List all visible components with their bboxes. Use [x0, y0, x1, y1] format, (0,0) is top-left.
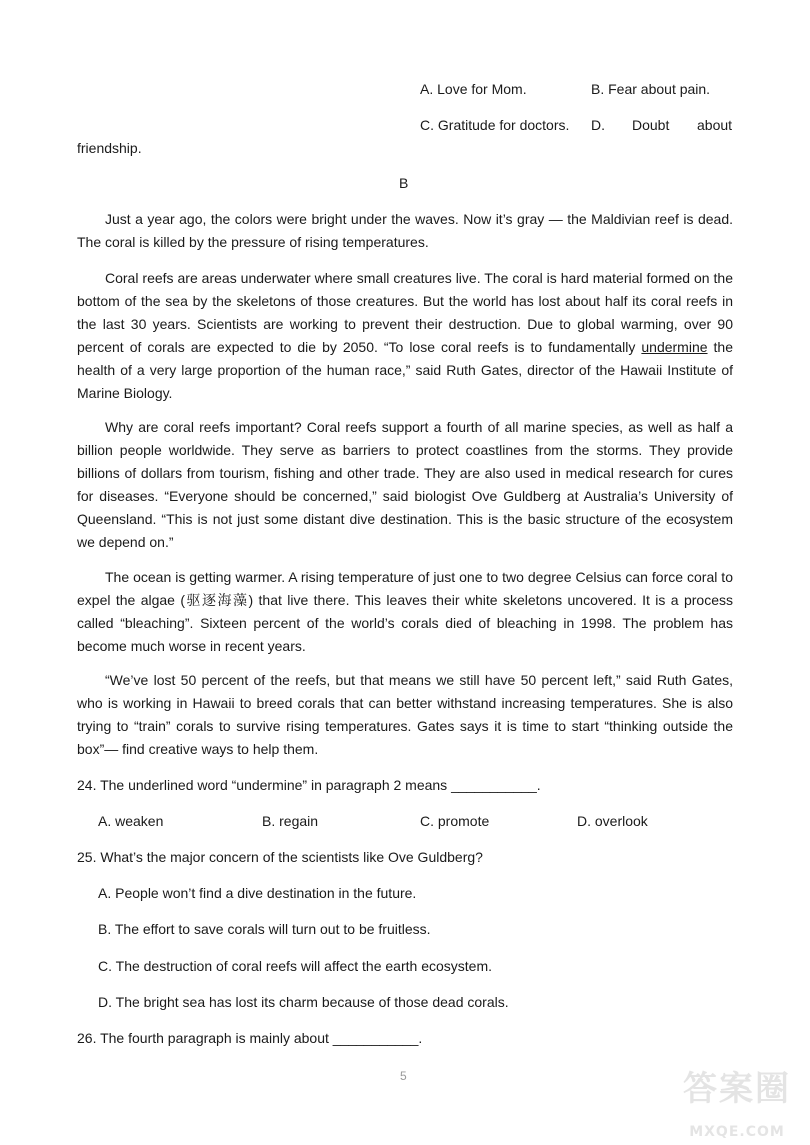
question-24-option-c: C. promote	[420, 813, 490, 829]
question-25-stem: 25. What’s the major concern of the scientists like Ove Guldberg?	[77, 849, 483, 865]
paragraph-2	[77, 267, 733, 405]
question-24-option-d: D. overlook	[577, 813, 648, 829]
paragraph-3: Why are coral reefs important? Coral reefs support a fourth of all marine species, as well as half a billion people worldwide. They serve as barriers to protect coastlines from the storms. They provide billions of dollars from tourism, fishing and other trade. They are also used in medical research for cures for diseases. “Everyone should be concerned,” said biologist Ove Guldberg at Australia’s University of Queensland. “This is not just some distant dive destination. This is the basic structure of the ecosystem we depend on.”	[77, 419, 733, 550]
page-number: 5	[400, 1069, 407, 1083]
paragraph-2-before: Coral reefs are areas underwater where small creatures live. The coral is hard material formed on the bottom of the sea by the skeletons of those creatures. But the world has lost about half its coral reefs in the last 30 years. Scientists are working to prevent their destruction. Due to global warming, over 90 percent of corals are expected to die by 2050. “To lose coral reefs is to fundamentally	[77, 270, 733, 355]
paragraph-5: “We’ve lost 50 percent of the reefs, but that means we still have 50 percent left,” said Ruth Gates, who is working in Hawaii to breed corals that can better withstand increasing temperatures. She is also trying to “train” corals to survive rising temperatures. Gates says it is time to start “thinking outside the box”— find creative ways to help them.	[77, 672, 733, 757]
question-25-option-c: C. The destruction of coral reefs will affect the earth ecosystem.	[98, 958, 492, 974]
prev-option-d-letter: D.	[591, 117, 605, 133]
prev-option-d-word2: about	[697, 117, 733, 133]
question-25-option-b: B. The effort to save corals will turn out to be fruitless.	[98, 921, 431, 937]
question-25-option-a: A. People won’t find a dive destination in the future.	[98, 885, 417, 901]
prev-option-b: B. Fear about pain.	[591, 81, 711, 97]
prev-option-d-word1: Doubt	[632, 117, 670, 133]
question-26-stem: 26. The fourth paragraph is mainly about ___________.	[77, 1030, 423, 1046]
question-25-option-d: D. The bright sea has lost its charm because of those dead corals.	[98, 994, 509, 1010]
prev-option-c: C. Gratitude for doctors.	[420, 117, 570, 133]
section-label: B	[399, 175, 409, 191]
paragraph-2-after: the health of a very large proportion of the human race,” said Ruth Gates, director of the Hawaii Institute of Marine Biology.	[77, 339, 733, 401]
watermark-top-text: 答案圈	[683, 1069, 791, 1109]
watermark-bottom-text: MXQE.COM	[689, 1124, 785, 1140]
paragraph-4: The ocean is getting warmer. A rising temperature of just one to two degree Celsius can force coral to expel the algae (驱逐海藻) that live there. This leaves their white skeletons uncovered. It is a process called “bleaching”. Sixteen percent of the world’s corals died of bleaching in 1998. The problem has become much worse in recent years.	[77, 569, 733, 654]
question-24-option-a: A. weaken	[98, 813, 164, 829]
prev-option-d-continuation: friendship.	[77, 140, 142, 156]
question-24-stem: 24. The underlined word “undermine” in paragraph 2 means ___________.	[77, 777, 541, 793]
prev-option-a: A. Love for Mom.	[420, 81, 527, 97]
watermark-logo	[672, 1069, 802, 1141]
underlined-word: undermine	[641, 339, 708, 355]
paragraph-1: Just a year ago, the colors were bright under the waves. Now it’s gray — the Maldivian reef is dead. The coral is killed by the pressure of rising temperatures.	[77, 211, 733, 250]
question-24-option-b: B. regain	[262, 813, 319, 829]
